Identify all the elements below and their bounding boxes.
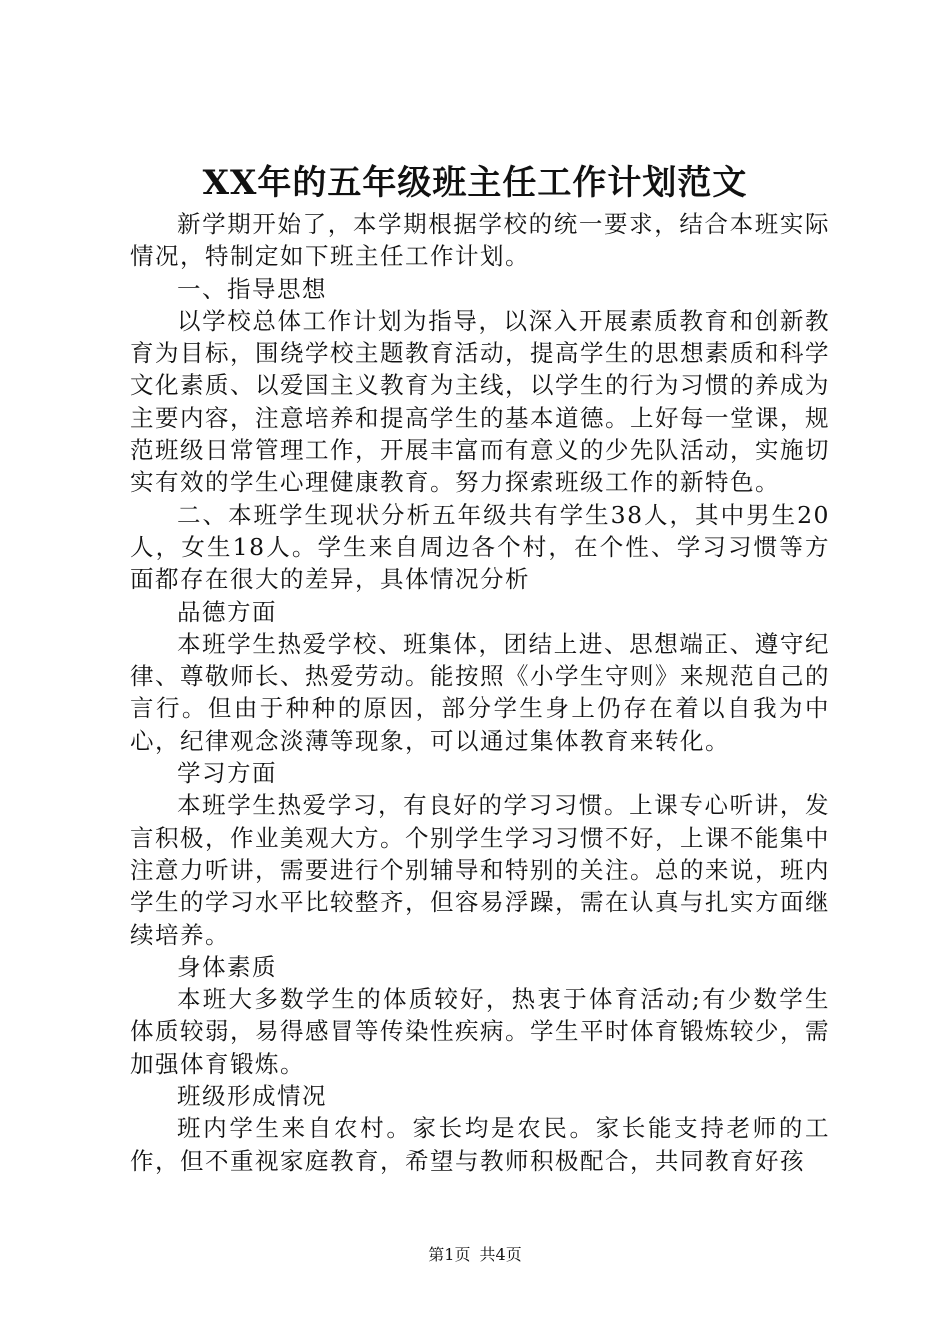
page-number: 第1页: [428, 1245, 471, 1264]
page-total: 共4页: [479, 1245, 522, 1264]
document-title: XX年的五年级班主任工作计划范文: [202, 163, 748, 203]
heading-study: 学习方面: [177, 759, 277, 788]
paragraph-moral: 本班学生热爱学校、班集体，团结上进、思想端正、遵守纪律、尊敬师长、热爱劳动。能按照《小学生守则》来规范自己的言行。但由于种种的原因，部分学生身上仍存在着以自我为中心，纪律观念淡薄等现象，可以通过集体教育来转化。: [130, 629, 830, 755]
paragraph-class-status: 二、本班学生现状分析五年级共有学生38人，其中男生20人，女生18人。学生来自周边各个村，在个性、学习习惯等方面都存在很大的差异，具体情况分析: [130, 500, 830, 594]
page-footer: [0, 1243, 950, 1267]
paragraph-class-formation: 班内学生来自农村。家长均是农民。家长能支持老师的工作，但不重视家庭教育，希望与教师积极配合，共同教育好孩: [130, 1114, 830, 1175]
heading-class-formation: 班级形成情况: [177, 1082, 327, 1111]
paragraph-guiding-ideology: 以学校总体工作计划为指导，以深入开展素质教育和创新教育为目标，围绕学校主题教育活动，提高学生的思想素质和科学文化素质、以爱国主义教育为主线，以学生的行为习惯的养成为主要内容，注意培养和提高学生的基本道德。上好每一堂课，规范班级日常管理工作，开展丰富而有意义的少先队活动，实施切实有效的学生心理健康教育。努力探索班级工作的新特色。: [130, 306, 830, 497]
heading-guiding-ideology: 一、指导思想: [177, 274, 327, 303]
paragraph-physical: 本班大多数学生的体质较好，热衷于体育活动;有少数学生体质较弱，易得感冒等传染性疾病。学生平时体育锻炼较少，需加强体育锻炼。: [130, 985, 830, 1078]
heading-moral: 品德方面: [177, 597, 277, 626]
paragraph-study: 本班学生热爱学习，有良好的学习习惯。上课专心听讲，发言积极，作业美观大方。个别学生学习习惯不好，上课不能集中注意力听讲，需要进行个别辅导和特别的关注。总的来说，班内学生的学习水平比较整齐，但容易浮躁，需在认真与扎实方面继续培养。: [130, 791, 830, 949]
document-body: [130, 208, 830, 1177]
paragraph-intro: 新学期开始了，本学期根据学校的统一要求，结合本班实际情况，特制定如下班主任工作计划。: [130, 210, 830, 271]
heading-physical: 身体素质: [177, 952, 277, 981]
